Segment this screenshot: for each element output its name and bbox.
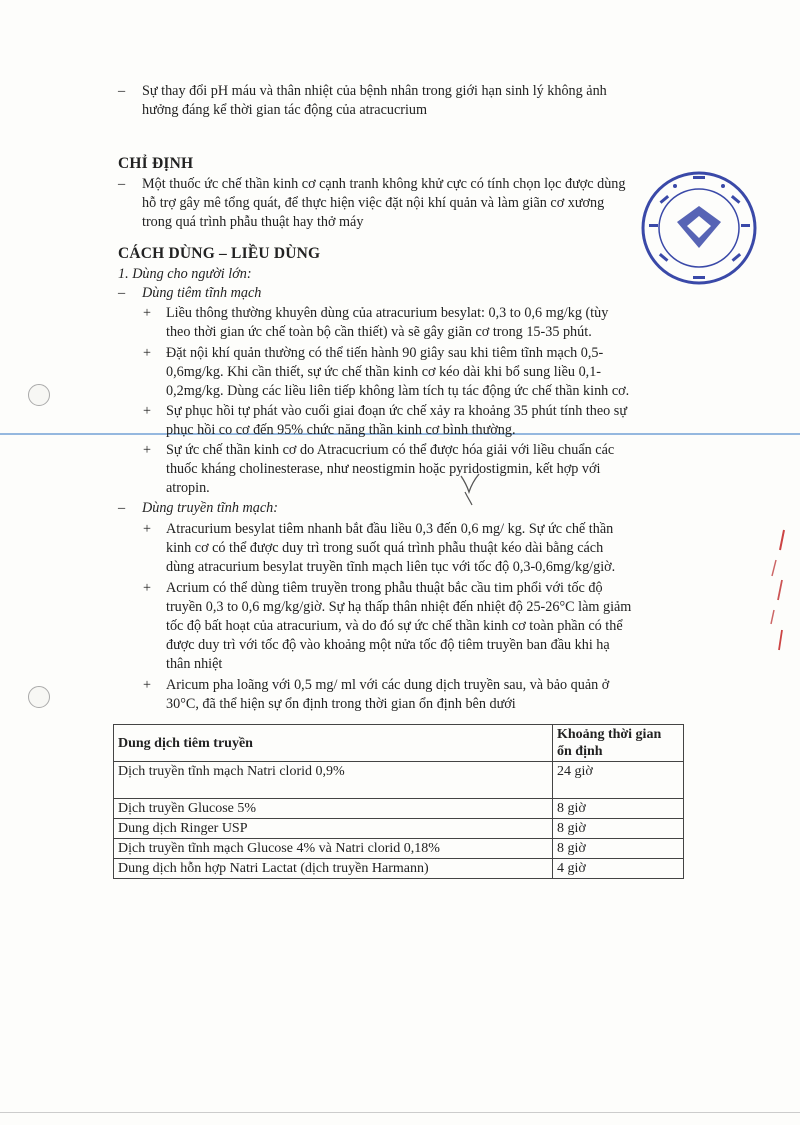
table-row xyxy=(114,819,684,839)
iv-injection-item-line: Liều thông thường khuyên dùng của atracurium besylat: 0,3 to 0,6 mg/kg (tùy xyxy=(166,305,609,321)
indication-dash: – xyxy=(118,176,126,192)
iv-infusion-plus: + xyxy=(143,521,152,537)
table-cell-duration: 24 giờ xyxy=(553,762,684,799)
iv-injection-label: Dùng tiêm tĩnh mạch xyxy=(142,285,262,301)
iv-injection-item-line: theo thời gian ức chế toàn bộ cần thiết) và sẽ gây giãn cơ trong 15-35 phút. xyxy=(166,324,592,340)
table-cell-solution: Dịch truyền tĩnh mạch Natri clorid 0,9% xyxy=(114,762,553,799)
indication-line-3: trong quá trình phẫu thuật hay thở máy xyxy=(142,214,364,230)
iv-injection-plus: + xyxy=(143,403,152,419)
table-cell-solution: Dung dịch hỗn hợp Natri Lactat (dịch truyền Harmann) xyxy=(114,859,553,879)
table-cell-solution: Dịch truyền tĩnh mạch Glucose 4% và Natri clorid 0,18% xyxy=(114,839,553,859)
iv-infusion-item-line: Acrium có thể dùng tiêm truyền trong phẫu thuật bắc cầu tim phổi với tốc độ xyxy=(166,580,603,596)
iv-infusion-plus: + xyxy=(143,580,152,596)
iv-infusion-item-line: kinh cơ có thể được duy trì trong suốt quá trình phẫu thuật kéo dài bằng cách xyxy=(166,540,604,556)
iv-infusion-label: Dùng truyền tĩnh mạch: xyxy=(142,500,278,516)
iv-infusion-dash: – xyxy=(118,500,126,516)
iv-injection-dash: – xyxy=(118,285,126,301)
table-header-duration: Khoảng thời gian ổn định xyxy=(553,725,684,762)
iv-injection-item-line: Đặt nội khí quản thường có thể tiến hành 90 giây sau khi tiêm tĩnh mạch 0,5- xyxy=(166,345,604,361)
table-cell-duration: 8 giờ xyxy=(553,839,684,859)
iv-infusion-item-line: Atracurium besylat tiêm nhanh bắt đầu liều 0,3 đến 0,6 mg/ kg. Sự ức chế thần xyxy=(166,521,614,537)
iv-infusion-item-line: truyền 0,3 to 0,6 mg/kg/giờ. Sự hạ thấp thân nhiệt đến nhiệt độ 25-26°C làm giảm xyxy=(166,599,632,615)
table-header-row xyxy=(114,725,684,762)
usage-heading: CÁCH DÙNG – LIỀU DÙNG xyxy=(118,245,321,262)
table-cell-duration: 4 giờ xyxy=(553,859,684,879)
indication-line-1: Một thuốc ức chế thần kinh cơ cạnh tranh không khử cực có tính chọn lọc được dùng xyxy=(142,176,626,192)
iv-injection-plus: + xyxy=(143,345,152,361)
iv-injection-plus: + xyxy=(143,305,152,321)
iv-infusion-item-line: 30°C, đã thể hiện sự ổn định trong thời gian ổn định bên dưới xyxy=(166,696,516,712)
iv-injection-item-line: thuốc kháng cholinesterase, như neostigmin hoặc pyridostigmin, kết hợp với xyxy=(166,461,601,477)
table-cell-solution: Dung dịch Ringer USP xyxy=(114,819,553,839)
iv-injection-item-line: Sự phục hồi tự phát vào cuối giai đoạn ức chế xảy ra khoảng 35 phút tính theo sự xyxy=(166,403,628,419)
handwritten-check-icon xyxy=(455,472,483,506)
indication-line-2: hỗ trợ gây mê tổng quát, để thực hiện việc đặt nội khí quản và làm giãn cơ xương xyxy=(142,195,605,211)
iv-infusion-item-line: dùng atracurium besylat truyền tĩnh mạch liên tục với tốc độ 0,3-0,6mg/kg/giờ. xyxy=(166,559,616,575)
edge-scan-marks xyxy=(762,520,792,670)
iv-infusion-item-line: tốc độ bất hoạt của atracurium, và do đó sự ức chế thần kinh cơ toàn phần có thể xyxy=(166,618,623,634)
table-row xyxy=(114,762,684,799)
intro-line-1: Sự thay đổi pH máu và thân nhiệt của bệnh nhân trong giới hạn sinh lý không ảnh xyxy=(142,83,607,99)
binder-hole-top xyxy=(28,384,50,406)
iv-injection-item-line: 0,6mg/kg. Khi cần thiết, sự ức chế thần kinh cơ kéo dài khi bổ sung liều 0,1- xyxy=(166,364,602,380)
iv-infusion-plus: + xyxy=(143,677,152,693)
iv-injection-item-line: Sự ức chế thần kinh cơ do Atracucrium có thể được hóa giải với liều chuẩn các xyxy=(166,442,615,458)
iv-injection-plus: + xyxy=(143,442,152,458)
table-cell-solution: Dịch truyền Glucose 5% xyxy=(114,799,553,819)
page-bottom-edge xyxy=(0,1112,800,1113)
table-row xyxy=(114,839,684,859)
table-row xyxy=(114,859,684,879)
table-header-solution: Dung dịch tiêm truyền xyxy=(114,725,553,762)
stability-table xyxy=(113,724,684,879)
iv-infusion-item-line: được duy trì với tốc độ vào khoảng một nửa tốc độ tiêm truyền ban đầu khi hạ xyxy=(166,637,610,653)
table-row xyxy=(114,799,684,819)
iv-injection-item-line: atropin. xyxy=(166,480,210,496)
indication-heading: CHỈ ĐỊNH xyxy=(118,155,194,172)
iv-injection-item-line: 0,2mg/kg. Dùng các liều liên tiếp không làm tích tụ tác động ức chế thần kinh cơ. xyxy=(166,383,630,399)
table-cell-duration: 8 giờ xyxy=(553,799,684,819)
intro-dash: – xyxy=(118,83,126,99)
adult-label: 1. Dùng cho người lớn: xyxy=(118,266,252,282)
company-stamp-icon xyxy=(615,170,757,288)
binder-hole-bottom xyxy=(28,686,50,708)
intro-line-2: hưởng đáng kể thời gian tác động của atracucrium xyxy=(142,102,428,118)
iv-infusion-item-line: thân nhiệt xyxy=(166,656,223,672)
table-cell-duration: 8 giờ xyxy=(553,819,684,839)
iv-injection-item-line: phục hồi co cơ đến 95% chức năng thần kinh cơ bình thường. xyxy=(166,422,516,438)
iv-infusion-item-line: Aricum pha loãng với 0,5 mg/ ml với các dung dịch truyền sau, và bảo quản ở xyxy=(166,677,610,693)
